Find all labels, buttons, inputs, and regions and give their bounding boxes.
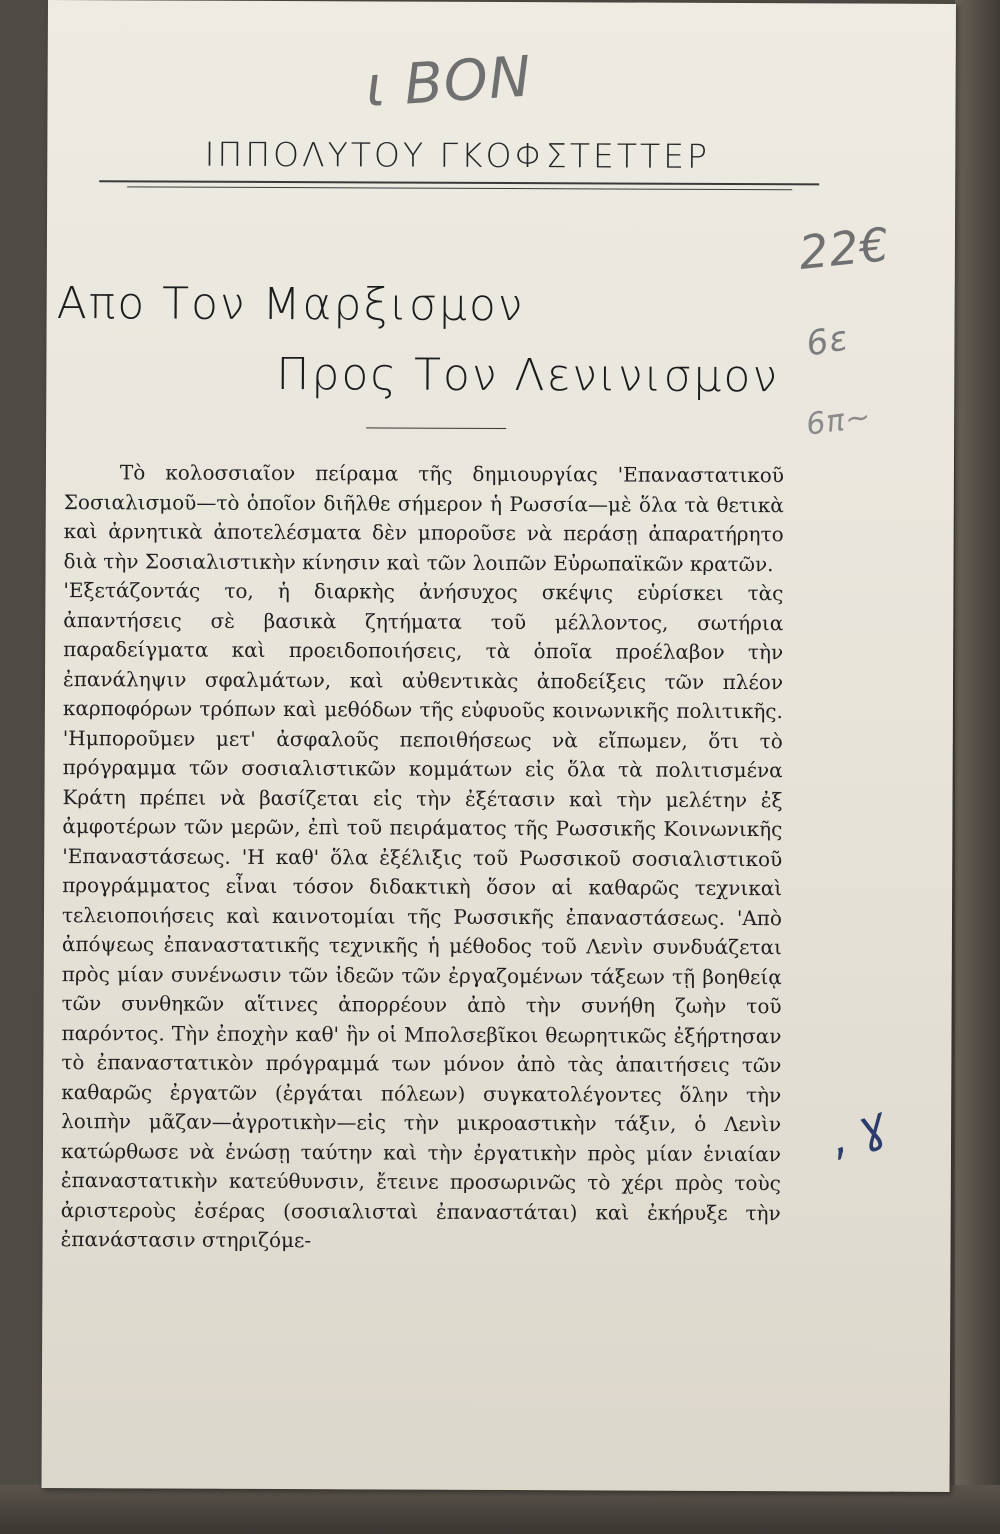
handwritten-price: 22€ bbox=[796, 217, 893, 280]
book-page bbox=[42, 0, 956, 1492]
body-text bbox=[61, 458, 784, 1258]
title-line-2: Προς Τον Λενινισμον bbox=[276, 349, 780, 403]
paragraph: 'Εξετάζοντάς το, ἡ διαρκὴς ἀνήσυχος σκέψις εὑρίσκει τὰς ἀπαντήσεις σὲ βασικὰ ζητήματα τοῦ μέλλοντος, σωτήρια παραδείγματα καὶ προειδοποιήσεις, τὰ ὁποῖα προέλαβον τὴν ἐπανάληψιν σφαλμάτων, καὶ αὐθεντικὰς ἀποδείξεις τῶν πλέον καρποφόρων τρόπων καὶ μεθόδων τῆς εὐφυοῦς κοινωνικῆς πολιτικῆς. 'Ημποροῦμεν μετ' ἀσφαλοῦς πεποιθήσεως νὰ εἴπωμεν, ὅτι τὸ πρόγραμμα τῶν σοσιαλιστικῶν κομμάτων εἰς ὅλα τὰ πολιτισμένα Κράτη πρέπει νὰ βασίζεται εἰς τὴν ἐξέτασιν καὶ τὴν μελέτην ἐξ ἀμφοτέρων τῶν μερῶν, ἐπὶ τοῦ πειράματος τῆς Ρωσσικῆς Κοινωνικῆς 'Επαναστάσεως. 'Η καθ' ὅλα ἐξέλιξις τοῦ Ρωσσικοῦ σοσιαλιστικοῦ προγράμματος εἶναι τόσον διδακτικὴ ὅσον αἱ καθαρῶς τεχνικαὶ τελειοποιήσεις καὶ καινοτομίαι τῆς Ρωσσικῆς ἐπαναστάσεως. 'Απὸ ἀπόψεως ἐπαναστατικῆς τεχνικῆς ἡ μέθοδος τοῦ Λενὶν συνδυάζεται πρὸς μίαν συνένωσιν τῶν ἰδεῶν τῶν ἐργαζομένων τάξεων τῇ βοηθείᾳ τῶν συνθηκῶν αἵτινες ἀπορρέουν ἀπὸ τὴν συνήθη ζωὴν τοῦ παρόντος. Τὴν ἐποχὴν καθ' ἣν οἱ Μπολσεβῖκοι θεωρητικῶς ἐξήρτησαν τὸ ἐπαναστατικὸν πρόγραμμά των μόνον ἀπὸ τὰς ἀπαιτήσεις τῶν καθαρῶς ἐργατῶν (ἐργάται πόλεων) συγκατολέγοντες ὅλην τὴν λοιπὴν μᾶζαν—ἀγροτικὴν—εἰς τὴν μικροαστικὴν τάξιν, ὁ Λενὶν κατώρθωσε νὰ ἑνώσῃ ταύτην καὶ τὴν ἐργατικὴν πρὸς μίαν ἑνιαίαν ἐπαναστατικὴν κατεύθυνσιν, ἔτεινε προσωρινῶς τὸ χέρι πρὸς τοὺς ἀριστεροὺς ἐσέρας (σοσιαλισταὶ ἐπαναστάται) καὶ ἐκήρυξε τὴν ἐπανάστασιν στηριζόμε- bbox=[60, 578, 784, 1253]
handwritten-margin-note: 6ε bbox=[803, 318, 852, 365]
header-rule bbox=[127, 186, 792, 190]
handwritten-margin-note: 6π~ bbox=[804, 399, 874, 443]
backdrop-right bbox=[955, 0, 1000, 1534]
backdrop-bottom bbox=[0, 1485, 1000, 1534]
title-rule bbox=[366, 427, 506, 429]
header-rule bbox=[99, 180, 819, 185]
title-line-1: Απο Τον Μαρξισμον bbox=[56, 278, 525, 332]
author-name: ΙΠΠΟΛΥΤΟΥ ΓΚΟΦΣΤΕΤΤΕΡ bbox=[204, 134, 710, 176]
pencil-mark: , ɣ bbox=[821, 1095, 894, 1166]
paragraph: Τὸ κολοσσιαῖον πείραμα τῆς δημιουργίας 'Επαναστατικοῦ Σοσιαλισμοῦ—τὸ ὁποῖον διῆλθε σήμερον ἡ Ρωσσία—μὲ ὅλα τὰ θετικὰ καὶ ἀρνητικὰ ἀποτελέσματα δὲν μποροῦσε νὰ περάσῃ ἀπαρατήρητο διὰ τὴν Σοσιαλιστικὴν κίνησιν καὶ τῶν λοιπῶν Εὐρωπαϊκῶν κρατῶν. bbox=[63, 460, 784, 576]
handwritten-scribble: ι ΒΟΝ bbox=[363, 44, 534, 121]
